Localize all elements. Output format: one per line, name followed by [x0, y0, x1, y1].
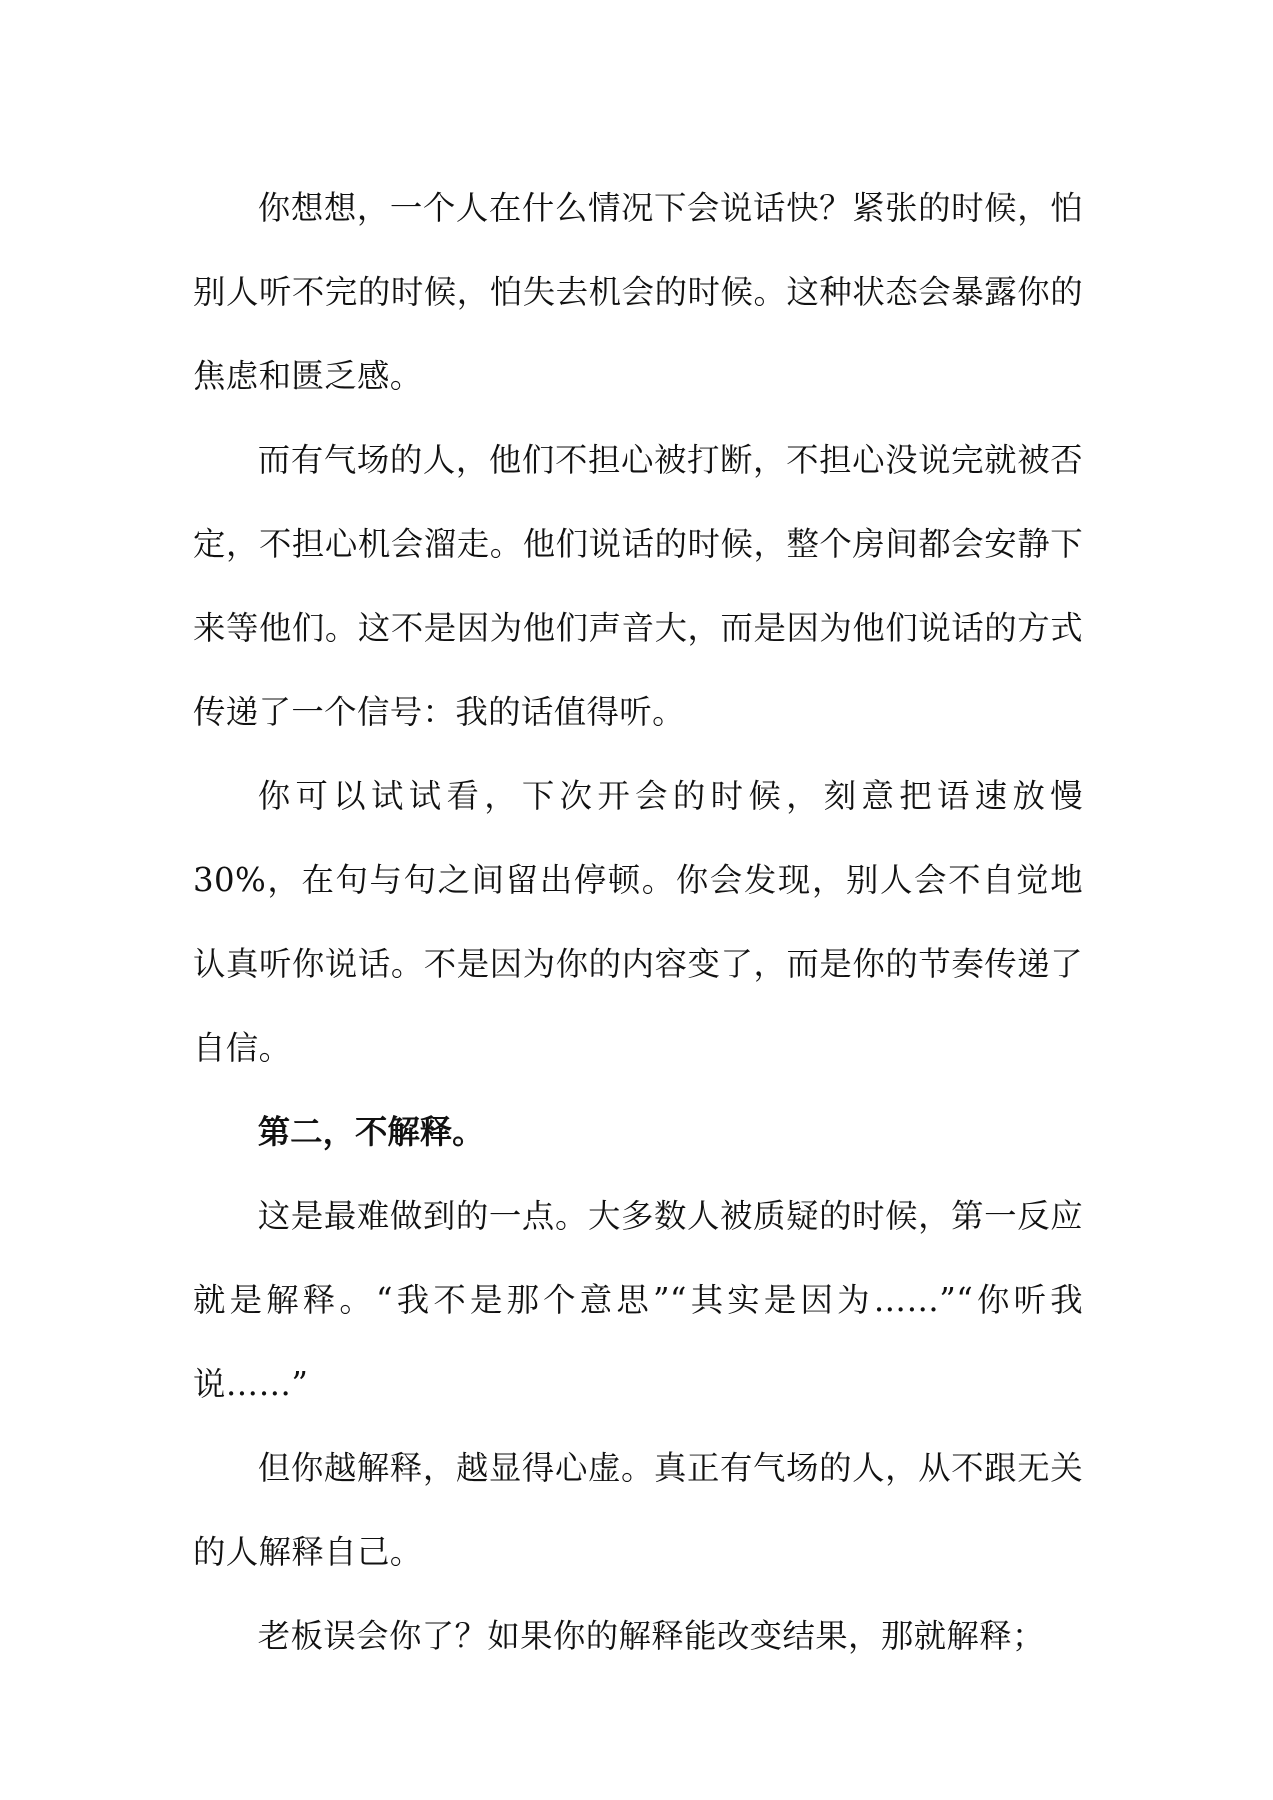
paragraph-4: 这是最难做到的一点。大多数人被质疑的时候，第一反应就是解释。“我不是那个意思”“其实是因为……”“你听我说……” [193, 1197, 1083, 1403]
body-text [193, 166, 1083, 1678]
paragraph-1: 你想想，一个人在什么情况下会说话快？紧张的时候，怕别人听不完的时候，怕失去机会的时候。这种状态会暴露你的焦虑和匮乏感。 [193, 189, 1083, 395]
paragraph-6: 老板误会你了？如果你的解释能改变结果，那就解释； [257, 1617, 1045, 1655]
section-heading: 第二，不解释。 [257, 1113, 485, 1151]
paragraph-2: 而有气场的人，他们不担心被打断，不担心没说完就被否定，不担心机会溜走。他们说话的时候，整个房间都会安静下来等他们。这不是因为他们声音大，而是因为他们说话的方式传递了一个信号：我的话值得听。 [193, 441, 1083, 731]
paragraph-3: 你可以试试看，下次开会的时候，刻意把语速放慢 30%，在句与句之间留出停顿。你会发现，别人会不自觉地认真听你说话。不是因为你的内容变了，而是你的节奏传递了自信。 [193, 777, 1083, 1067]
paragraph-5: 但你越解释，越显得心虚。真正有气场的人，从不跟无关的人解释自己。 [193, 1449, 1083, 1571]
